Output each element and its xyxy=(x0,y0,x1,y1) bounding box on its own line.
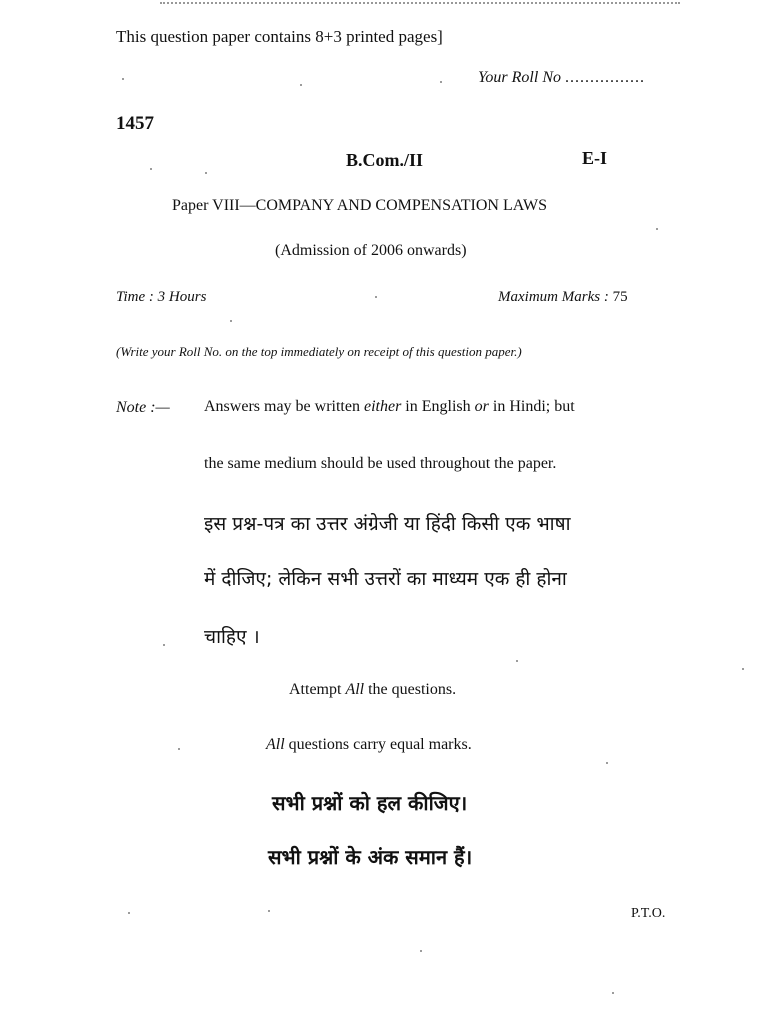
note-hindi-line-1: इस प्रश्न-पत्र का उत्तर अंग्रेजी या हिंदी किसी एक भाषा xyxy=(204,513,571,535)
note-or: or xyxy=(474,398,489,415)
scan-speck xyxy=(128,912,130,914)
maximum-marks-label: Maximum Marks : xyxy=(498,289,609,305)
scan-speck xyxy=(440,81,442,83)
scan-speck xyxy=(420,950,422,952)
scan-speck xyxy=(606,762,608,764)
scan-speck xyxy=(612,992,614,994)
note-hindi-line-2: में दीजिए; लेकिन सभी उत्तरों का माध्यम एक ही होना xyxy=(204,568,567,590)
scan-speck xyxy=(516,660,518,662)
scan-speck xyxy=(122,78,124,80)
note-label: Note :— xyxy=(116,399,170,416)
note-text: in Hindi; but xyxy=(488,398,575,415)
instruction-text: the questions. xyxy=(364,681,457,698)
note-hindi-line-3: चाहिए । xyxy=(204,626,260,648)
scan-speck xyxy=(163,644,165,646)
paper-code: 1457 xyxy=(116,113,154,134)
equal-marks-instruction xyxy=(266,736,472,754)
note-text: in English xyxy=(401,398,475,415)
scan-speck xyxy=(205,172,207,174)
roll-number-label: Your Roll No xyxy=(478,69,561,86)
instruction-text: Attempt xyxy=(289,681,346,698)
admission-note: (Admission of 2006 onwards) xyxy=(275,242,467,259)
roll-number-blank: ................ xyxy=(565,69,645,86)
hindi-attempt-all: सभी प्रश्नों को हल कीजिए। xyxy=(272,791,468,815)
roll-number-field xyxy=(478,69,645,87)
note-text: Answers may be written xyxy=(204,398,364,415)
maximum-marks xyxy=(498,289,628,306)
instruction-text: questions carry equal marks. xyxy=(284,736,472,753)
scan-speck xyxy=(375,296,377,298)
scan-edge-artifact xyxy=(160,0,680,4)
scan-speck xyxy=(268,910,270,912)
please-turn-over: P.T.O. xyxy=(631,906,666,921)
series-code: E-I xyxy=(582,148,608,168)
note-english-line-1 xyxy=(204,398,575,416)
course-name: B.Com./II xyxy=(346,150,424,170)
scan-speck xyxy=(178,748,180,750)
roll-instruction: (Write your Roll No. on the top immediately on receipt of this question paper.) xyxy=(116,344,522,359)
note-either: either xyxy=(363,398,402,415)
attempt-all-instruction xyxy=(289,681,456,699)
note-english-line-2: the same medium should be used throughout the paper. xyxy=(204,455,557,472)
paper-title: Paper VIII—COMPANY AND COMPENSATION LAWS xyxy=(172,197,548,214)
scan-speck xyxy=(230,320,232,322)
scan-speck xyxy=(150,168,152,170)
hindi-equal-marks: सभी प्रश्नों के अंक समान हैं। xyxy=(268,845,473,869)
scan-speck xyxy=(742,668,744,670)
maximum-marks-value: 75 xyxy=(612,289,628,305)
scan-speck xyxy=(656,228,658,230)
instruction-emphasis: All xyxy=(345,681,365,698)
page-count-info: This question paper contains 8+3 printed pages] xyxy=(116,27,443,46)
time-allowed: Time : 3 Hours xyxy=(116,289,207,305)
instruction-emphasis: All xyxy=(266,736,285,753)
scan-speck xyxy=(300,84,302,86)
